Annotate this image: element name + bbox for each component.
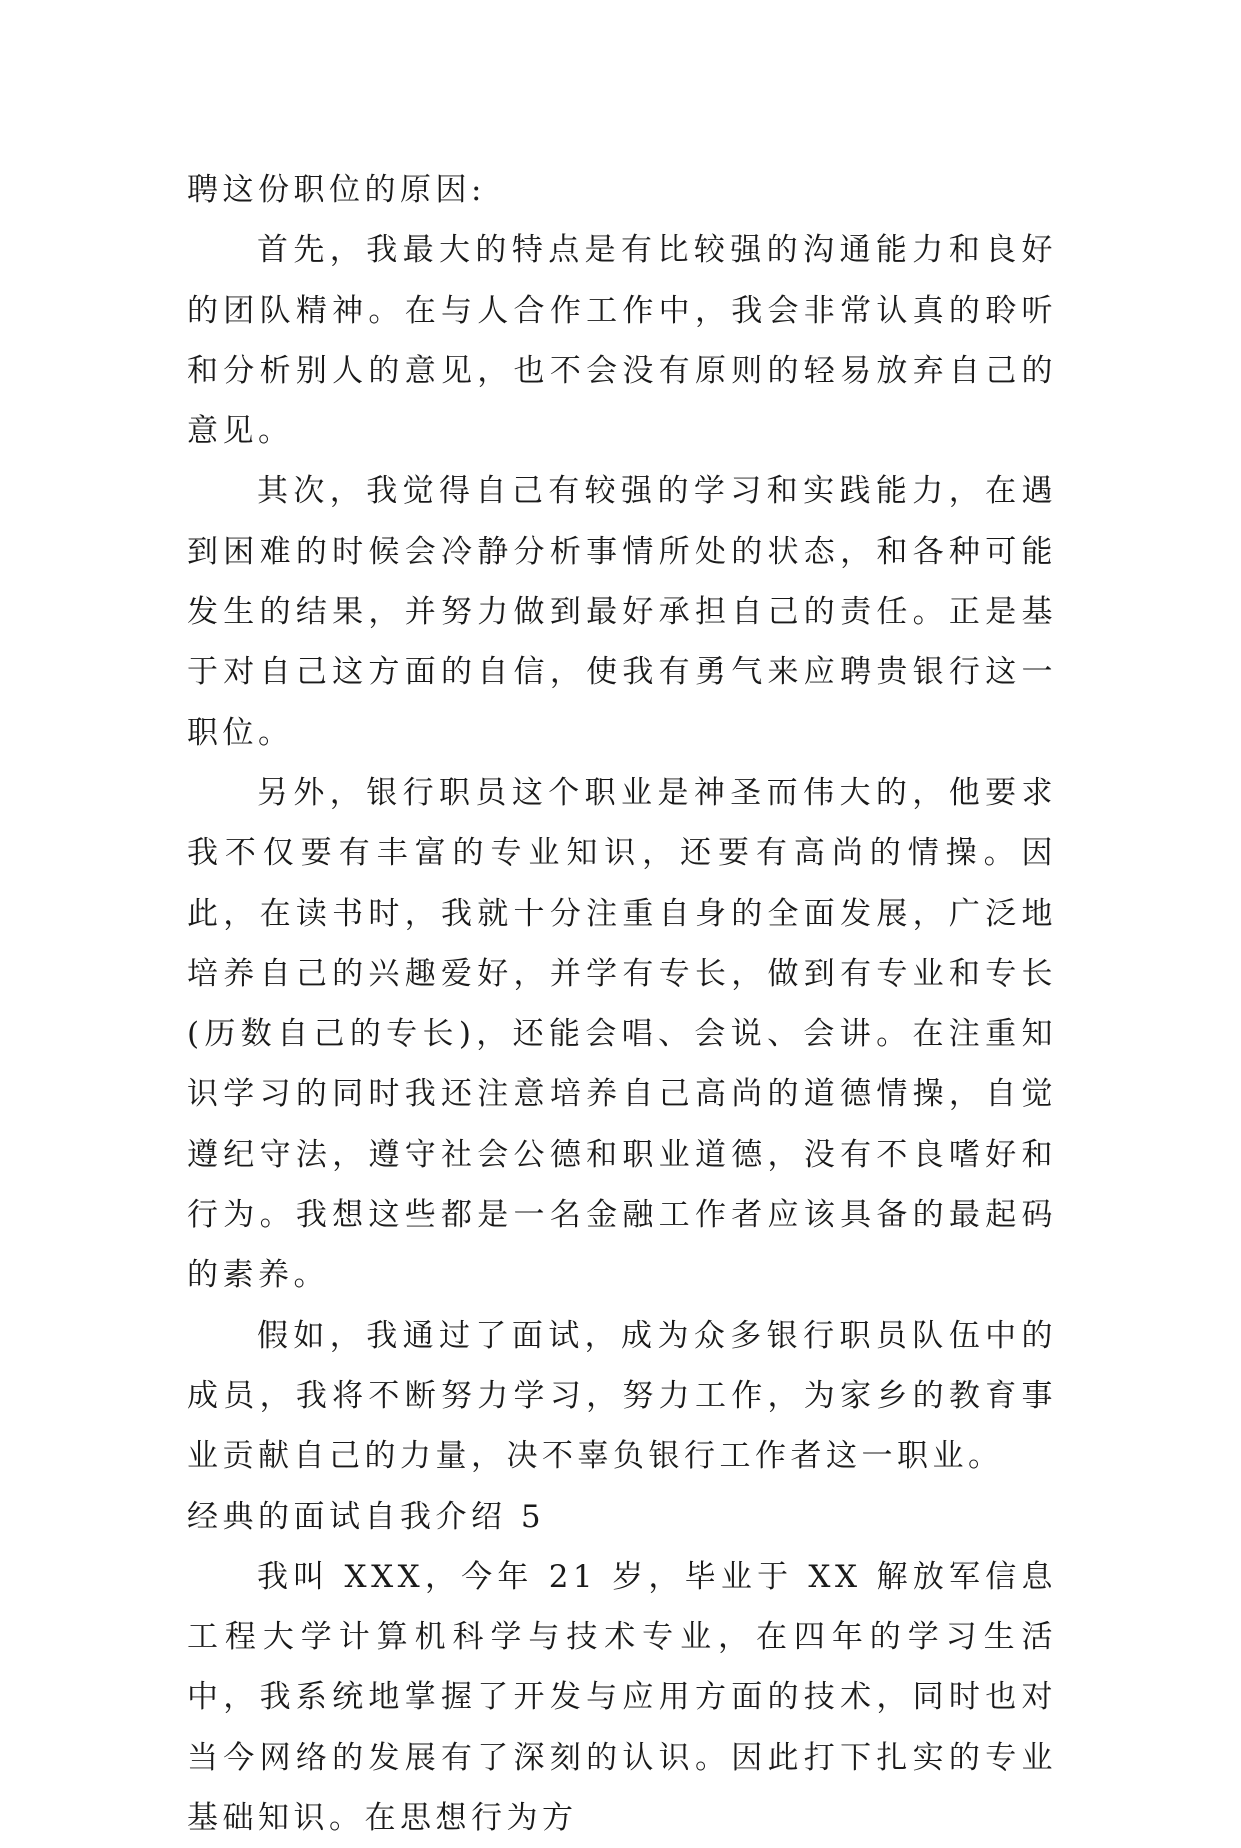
paragraph-additional: 另外，银行职员这个职业是神圣而伟大的，他要求我不仅要有丰富的专业知识，还要有高尚的情操。因此，在读书时，我就十分注重自身的全面发展，广泛地培养自己的兴趣爱好，并学有专长，做到有专业和专长(历数自己的专长)，还能会唱、会说、会讲。在注重知识学习的同时我还注意培养自己高尚的道德情操，自觉遵纪守法，遵守社会公德和职业道德，没有不良嗜好和行为。我想这些都是一名金融工作者应该具备的最起码的素养。: [187, 774, 1057, 1294]
paragraph-second-strength: 其次，我觉得自己有较强的学习和实践能力，在遇到困难的时候会冷静分析事情所处的状态，和各种可能发生的结果，并努力做到最好承担自己的责任。正是基于对自己这方面的自信，使我有勇气来应聘贵银行这一职位。: [187, 473, 1057, 751]
paragraph-first-strength: 首先，我最大的特点是有比较强的沟通能力和良好的团队精神。在与人合作工作中，我会非常认真的聆听和分析别人的意见，也不会没有原则的轻易放弃自己的意见。: [187, 232, 1057, 450]
paragraph-intro-5: 我叫 XXX，今年 21 岁，毕业于 XX 解放军信息工程大学计算机科学与技术专业，在四年的学习生活中，我系统地掌握了开发与应用方面的技术，同时也对当今网络的发展有了深刻的认识。因此打下扎实的专业基础知识。在思想行为方: [187, 1558, 1057, 1837]
document-body: [187, 160, 1057, 1848]
section-heading: 经典的面试自我介绍 5: [187, 1498, 546, 1535]
paragraph-continuation: 聘这份职位的原因:: [187, 172, 486, 208]
paragraph-conclusion: 假如，我通过了面试，成为众多银行职员队伍中的成员，我将不断努力学习，努力工作，为家乡的教育事业贡献自己的力量，决不辜负银行工作者这一职业。: [187, 1317, 1057, 1475]
